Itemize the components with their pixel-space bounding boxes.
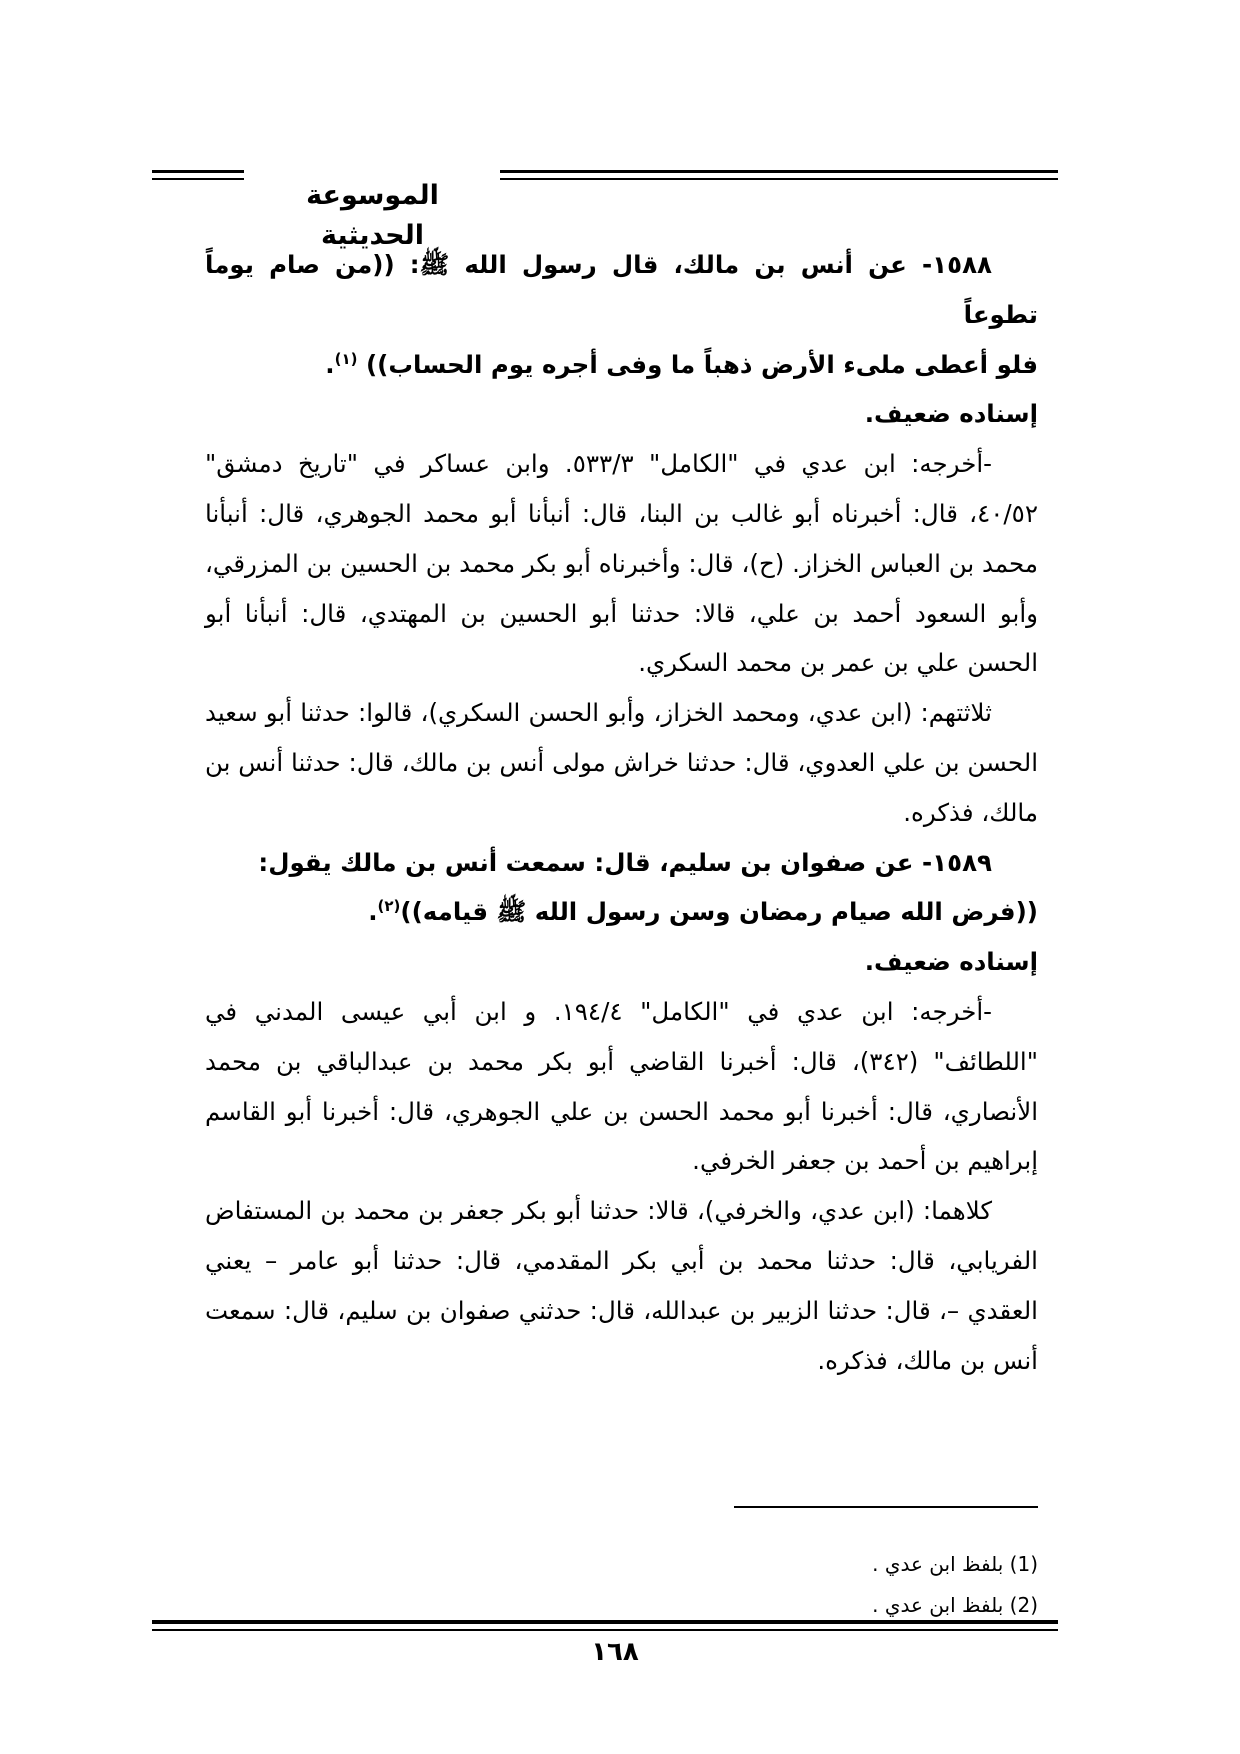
running-header-title: الموسوعة الحديثية <box>306 180 439 251</box>
footnote-ref-2: (٢) <box>377 897 401 916</box>
header-rule-left-bottom <box>152 178 244 180</box>
footnote-separator <box>734 1506 1038 1508</box>
footnote-1: (1) بلفظ ابن عدي . <box>872 1552 1038 1576</box>
hadith-1589-line1: ١٥٨٩- عن صفوان بن سليم، قال: سمعت أنس بن مالك يقول: <box>258 847 992 877</box>
takhrij-1588-para1: -أخرجه: ابن عدي في "الكامل" ٥٣٣/٣. وابن عساكر في "تاريخ دمشق" ٤٠/٥٢، قال: أخبرناه أبو غالب بن البنا، قال: أنبأنا أبو محمد الجوهري، قال: أنبأنا محمد بن العباس الخزاز. (ح)، قال: وأخبرناه أبو بكر محمد بن الحسين بن المزرقي، وأبو السعود أحمد بن علي، قالا: حدثنا أبو الحسين بن المهتدي، قال: أنبأنا أبو الحسن علي بن عمر بن محمد السكري. <box>205 449 1038 678</box>
header-rule-right-top <box>500 170 1058 173</box>
page-number: ١٦٨ <box>591 1637 639 1667</box>
takhrij-1589-para2: كلاهما: (ابن عدي، والخرفي)، قالا: حدثنا أبو بكر جعفر بن محمد بن المستفاض الفريابي، قال: حدثنا محمد بن أبي بكر المقدمي، قال: حدثنا أبو عامر – يعني العقدي –، قال: حدثنا الزبير بن عبدالله، قال: حدثني صفوان بن سليم، قال: سمعت أنس بن مالك، فذكره. <box>205 1196 1038 1375</box>
hadith-1589-line2 <box>205 887 1038 937</box>
footnote-ref-1: (١) <box>334 349 358 368</box>
header-rule-left-top <box>152 170 244 173</box>
main-text <box>205 240 1038 1385</box>
footer-rule-bottom <box>152 1629 1058 1631</box>
hadith-1589-end: . <box>368 897 378 927</box>
hadith-1588-line2 <box>205 340 1038 390</box>
hadith-1588-text: فلو أعطى ملىء الأرض ذهباً ما وفى أجره يوم الحساب)) <box>365 349 1038 379</box>
hadith-1589-text: ((فرض الله صيام رمضان وسن رسول الله ﷺ قيامه)) <box>400 897 1038 927</box>
takhrij-1588-para2: ثلاثتهم: (ابن عدي، ومحمد الخزاز، وأبو الحسن السكري)، قالوا: حدثنا أبو سعيد الحسن بن علي العدوي، قال: حدثنا خراش مولى أنس بن مالك، قال: حدثنا أنس بن مالك، فذكره. <box>205 698 1038 827</box>
takhrij-1589-para1: -أخرجه: ابن عدي في "الكامل" ١٩٤/٤. و ابن أبي عيسى المدني في "اللطائف" (٣٤٢)، قال: أخبرنا القاضي أبو بكر محمد بن عبدالباقي بن محمد الأنصاري، قال: أخبرنا أبو محمد الحسن بن علي الجوهري، قال: أخبرنا أبو القاسم إبراهيم بن أحمد بن جعفر الخرفي. <box>205 996 1038 1176</box>
hadith-1588-end: . <box>325 349 335 379</box>
hadith-1588-line1: ١٥٨٨- عن أنس بن مالك، قال رسول الله ﷺ: ((من صام يوماً تطوعاً <box>205 250 1038 329</box>
footnote-2: (2) بلفظ ابن عدي . <box>872 1593 1038 1617</box>
header-rule-right-bottom <box>500 178 1058 180</box>
footer-rule-top <box>152 1620 1058 1624</box>
grade-1588: إسناده ضعيف. <box>864 399 1038 429</box>
grade-1589: إسناده ضعيف. <box>864 947 1038 977</box>
